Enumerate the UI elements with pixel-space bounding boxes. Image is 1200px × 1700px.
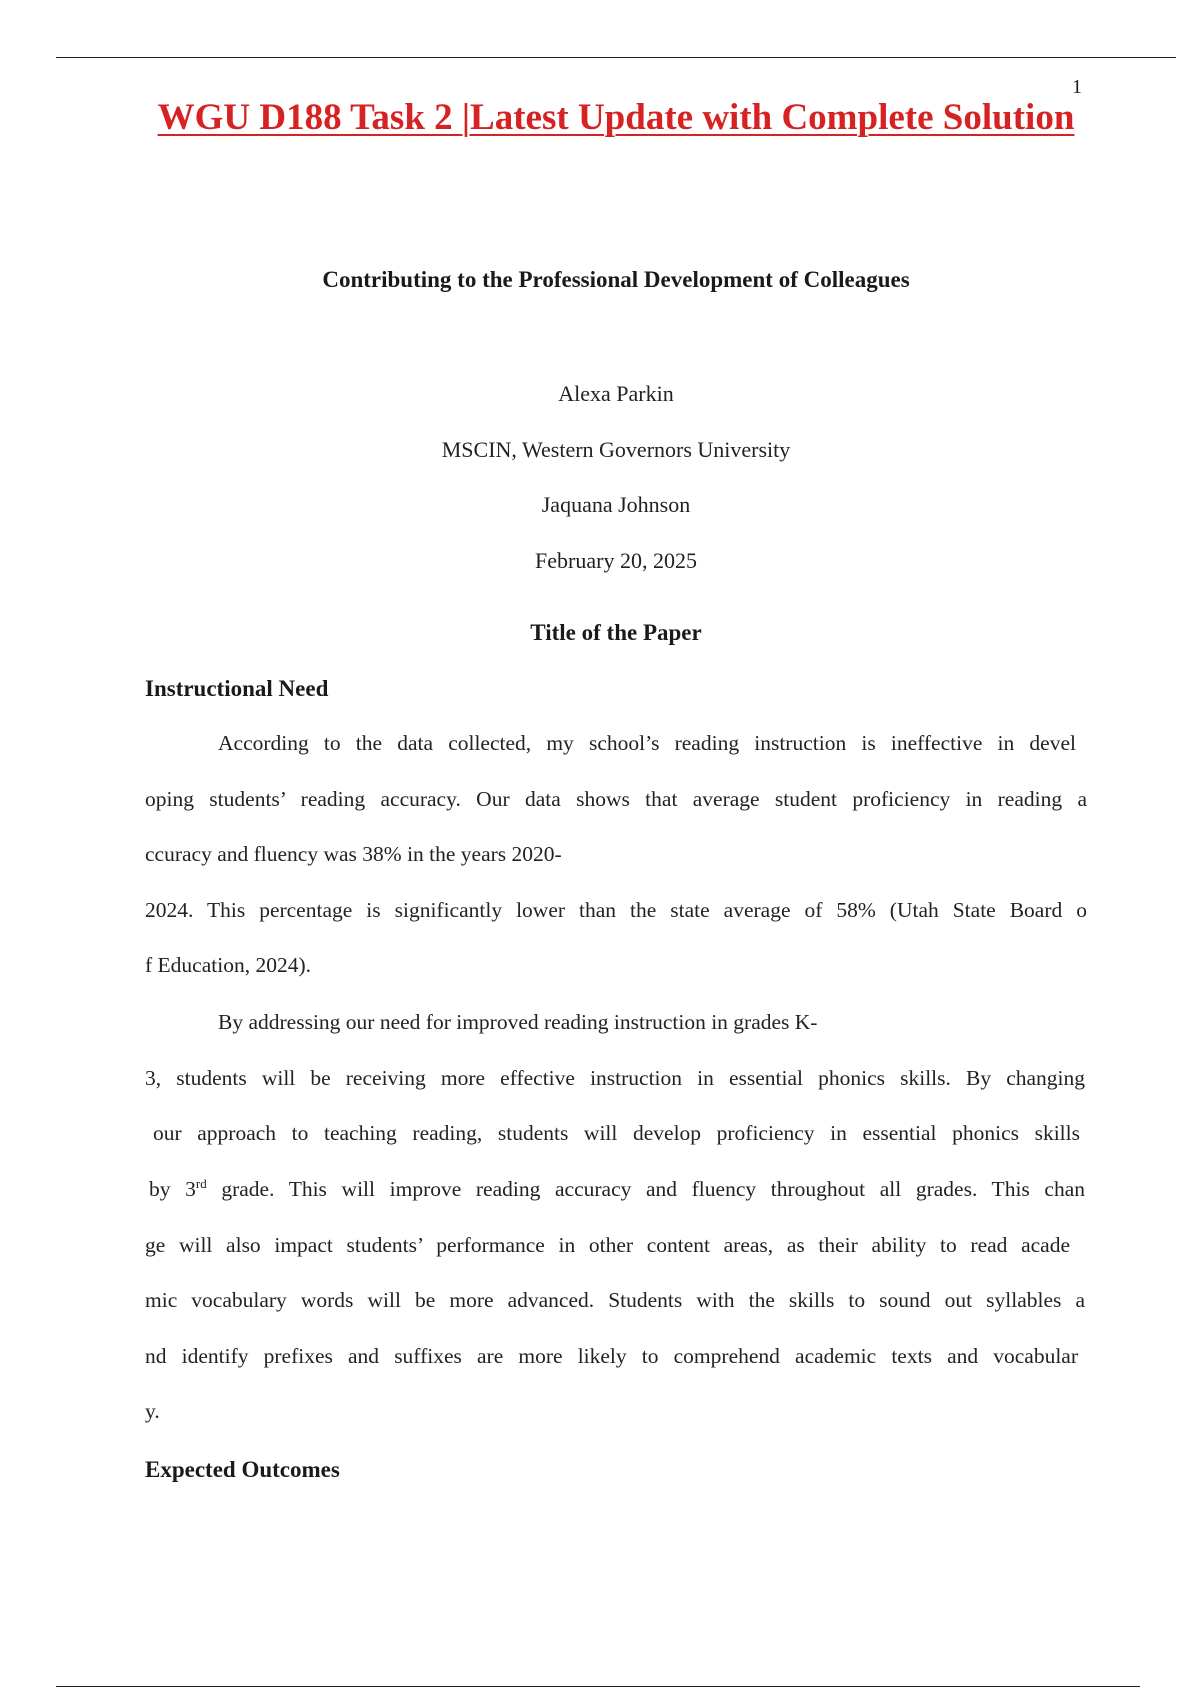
- paragraph-line: f Education, 2024).: [145, 953, 311, 977]
- paragraph-line: By addressing our need for improved reading instruction in grades K-: [218, 1010, 818, 1034]
- document-title: Contributing to the Professional Development of Colleagues: [322, 267, 910, 292]
- page-number: 1: [1072, 76, 1082, 98]
- instructor-name: Jaquana Johnson: [541, 492, 691, 517]
- paragraph-line: ge will also impact students’ performance in other content areas, as their ability to read acade: [145, 1233, 1070, 1257]
- paragraph-line: 2024. This percentage is significantly lower than the state average of 58% (Utah State Board o: [145, 898, 1087, 922]
- section-heading-instructional-need: Instructional Need: [145, 676, 329, 701]
- paragraph-text: by 3: [149, 1177, 196, 1201]
- header-rule: [56, 57, 1176, 58]
- paragraph-line: According to the data collected, my school’s reading instruction is ineffective in devel: [218, 731, 1076, 755]
- paragraph-text: grade. This will improve reading accuracy and fluency throughout all grades. This chan: [221, 1177, 1085, 1201]
- banner-title[interactable]: WGU D188 Task 2 |Latest Update with Complete Solution: [157, 97, 1075, 138]
- paragraph-line: y.: [145, 1399, 160, 1423]
- paragraph-line: oping students’ reading accuracy. Our data shows that average student proficiency in reading a: [145, 787, 1087, 811]
- paragraph-line: our approach to teaching reading, students will develop proficiency in essential phonics skills: [153, 1121, 1080, 1145]
- paragraph-line: 3, students will be receiving more effective instruction in essential phonics skills. By changing: [145, 1066, 1085, 1090]
- author-name: Alexa Parkin: [558, 381, 674, 406]
- paragraph-line: ccuracy and fluency was 38% in the years 2020-: [145, 842, 562, 866]
- paper-title: Title of the Paper: [530, 620, 702, 645]
- paragraph-line: mic vocabulary words will be more advanced. Students with the skills to sound out syllables a: [145, 1288, 1085, 1312]
- ordinal-superscript: rd: [195, 1175, 207, 1191]
- paragraph-line: nd identify prefixes and suffixes are more likely to comprehend academic texts and vocabular: [145, 1344, 1078, 1368]
- submission-date: February 20, 2025: [535, 548, 697, 573]
- author-affiliation: MSCIN, Western Governors University: [441, 437, 791, 462]
- paragraph-line-with-superscript: [149, 1177, 1085, 1202]
- footer-rule: [56, 1686, 1140, 1687]
- section-heading-expected-outcomes: Expected Outcomes: [145, 1457, 340, 1482]
